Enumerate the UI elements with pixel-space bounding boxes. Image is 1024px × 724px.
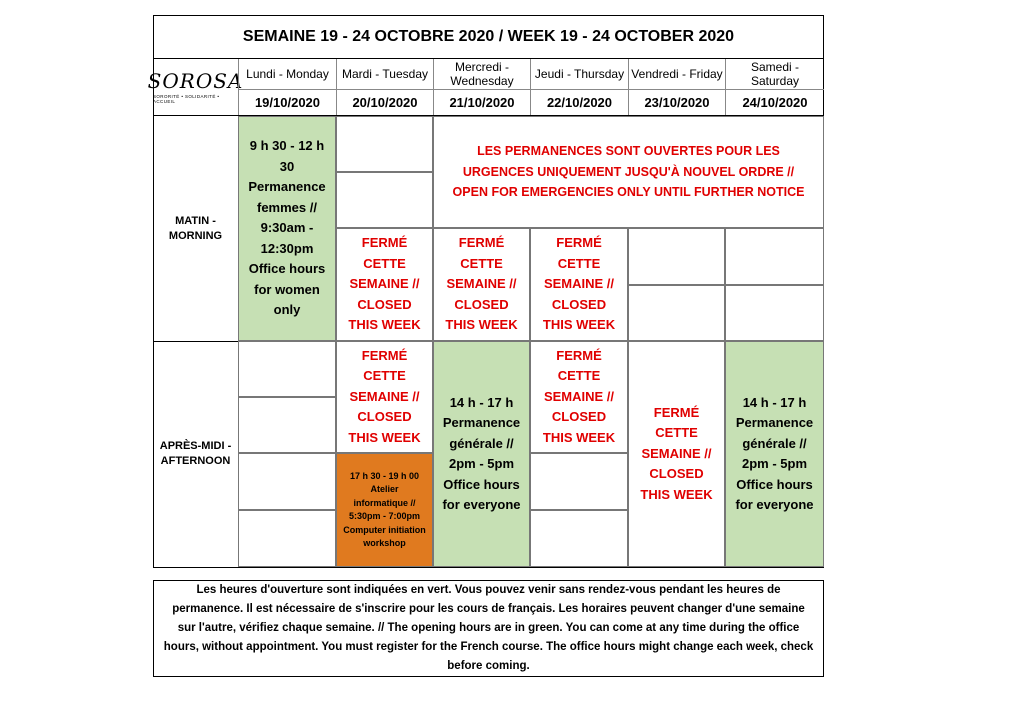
empty-slot <box>628 228 725 285</box>
date-monday: 19/10/2020 <box>238 89 336 115</box>
empty-slot <box>530 453 628 510</box>
day-header-saturday: Samedi - Saturday <box>725 59 824 89</box>
footer-note-text: Les heures d'ouverture sont indiquées en vert. Vous pouvez venir sans rendez-vous pendant les heures de permanence. Il est nécessaire de s'inscrire pour les cours de français. Les horaires peuvent changer d'une semaine sur l'autre, vérifiez chaque semaine. // The opening hours are in green. You can come at any time during the office hours, without appointment. You must register for the French course. The office hours might change each week, check before coming. <box>163 584 814 672</box>
period-afternoon <box>153 341 238 567</box>
day-header-friday: Vendredi - Friday <box>628 59 725 89</box>
slot-thursday-morning-closed: FERMÉ CETTE SEMAINE // CLOSED THIS WEEK <box>530 228 628 341</box>
empty-slot <box>336 172 433 228</box>
empty-slot <box>628 285 725 341</box>
date-saturday: 24/10/2020 <box>725 89 824 115</box>
logo-tagline: SORORITÉ • SOLIDARITÉ • ACCUEIL <box>153 93 220 104</box>
footer-note <box>153 580 824 677</box>
slot-saturday-afternoon-general: 14 h - 17 h Permanence générale // 2pm - 5pm Office hours for everyone <box>725 341 824 567</box>
slot-tuesday-computer-workshop: 17 h 30 - 19 h 00 Atelier informatique // 5:30pm - 7:00pm Computer initiation workshop <box>336 453 433 567</box>
empty-slot <box>238 397 336 453</box>
page-title: SEMAINE 19 - 24 OCTOBRE 2020 / WEEK 19 - 24 OCTOBER 2020 <box>153 15 824 59</box>
slot-tuesday-afternoon-closed: FERMÉ CETTE SEMAINE // CLOSED THIS WEEK <box>336 341 433 453</box>
date-tuesday: 20/10/2020 <box>336 89 433 115</box>
empty-slot <box>725 285 824 341</box>
day-header-monday: Lundi - Monday <box>238 59 336 89</box>
date-thursday: 22/10/2020 <box>530 89 628 115</box>
period-morning-label: MATIN - MORNING <box>168 214 223 242</box>
day-header-wednesday: Mercredi - Wednesday <box>433 59 530 89</box>
day-header-thursday: Jeudi - Thursday <box>530 59 628 89</box>
empty-slot <box>238 341 336 397</box>
logo-wordmark: SOROSA <box>147 68 244 93</box>
empty-slot <box>530 510 628 567</box>
empty-slot <box>336 116 433 172</box>
slot-friday-afternoon-closed: FERMÉ CETTE SEMAINE // CLOSED THIS WEEK <box>628 341 725 567</box>
slot-wednesday-morning-closed: FERMÉ CETTE SEMAINE // CLOSED THIS WEEK <box>433 228 530 341</box>
slot-monday-morning: 9 h 30 - 12 h 30 Permanence femmes // 9:30am - 12:30pm Office hours for women only <box>238 116 336 341</box>
date-friday: 23/10/2020 <box>628 89 725 115</box>
date-wednesday: 21/10/2020 <box>433 89 530 115</box>
period-morning <box>153 116 238 341</box>
day-header-tuesday: Mardi - Tuesday <box>336 59 433 89</box>
sorosa-logo <box>147 59 244 115</box>
slot-tuesday-morning-closed: FERMÉ CETTE SEMAINE // CLOSED THIS WEEK <box>336 228 433 341</box>
slot-thursday-afternoon-closed: FERMÉ CETTE SEMAINE // CLOSED THIS WEEK <box>530 341 628 453</box>
empty-slot <box>238 510 336 567</box>
empty-slot <box>238 453 336 510</box>
slot-wednesday-afternoon-general: 14 h - 17 h Permanence générale // 2pm - 5pm Office hours for everyone <box>433 341 530 567</box>
emergency-notice: LES PERMANENCES SONT OUVERTES POUR LES URGENCES UNIQUEMENT JUSQU'À NOUVEL ORDRE // OPEN FOR EMERGENCIES ONLY UNTIL FURTHER NOTICE <box>433 116 824 228</box>
empty-slot <box>725 228 824 285</box>
period-afternoon-label: APRÈS-MIDI - AFTERNOON <box>159 440 232 467</box>
